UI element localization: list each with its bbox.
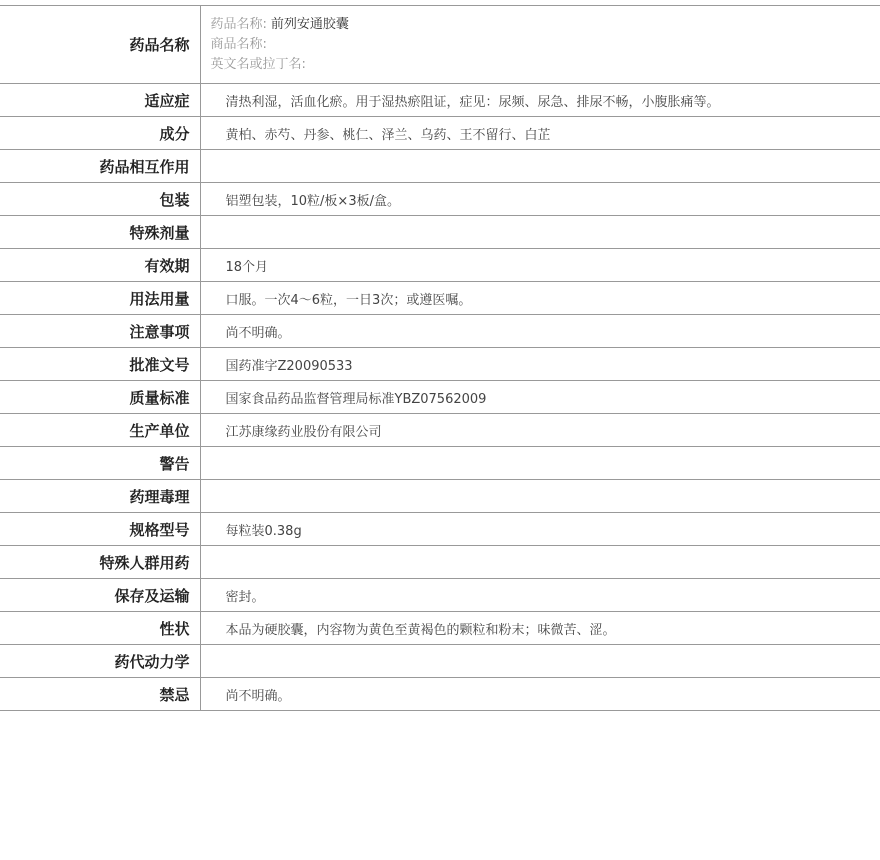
row-label: 药理毒理 [0, 480, 200, 513]
row-packaging [0, 183, 880, 216]
row-warnings [0, 447, 880, 480]
row-label: 用法用量 [0, 282, 200, 315]
row-manufacturer [0, 414, 880, 447]
drug-info-sheet [0, 5, 880, 711]
row-label: 有效期 [0, 249, 200, 282]
drug-name-line [211, 15, 880, 35]
row-pharmacokinetics [0, 645, 880, 678]
row-label: 特殊剂量 [0, 216, 200, 249]
row-label: 质量标准 [0, 381, 200, 414]
row-value [200, 216, 880, 249]
row-value [200, 150, 880, 183]
row-value [200, 645, 880, 678]
row-approval-number [0, 348, 880, 381]
row-label: 注意事项 [0, 315, 200, 348]
row-label: 成分 [0, 117, 200, 150]
row-label: 药品相互作用 [0, 150, 200, 183]
row-value [200, 447, 880, 480]
row-value: 本品为硬胶囊，内容物为黄色至黄褐色的颗粒和粉末；味微苦、涩。 [200, 612, 880, 645]
trade-name-key: 商品名称: [210, 36, 267, 52]
row-shelf-life [0, 249, 880, 282]
row-value: 国药准字Z20090533 [200, 348, 880, 381]
row-value: 江苏康缘药业股份有限公司 [200, 414, 880, 447]
row-label: 规格型号 [0, 513, 200, 546]
row-label: 药代动力学 [0, 645, 200, 678]
row-value: 国家食品药品监督管理局标准YBZ07562009 [200, 381, 880, 414]
row-label: 保存及运输 [0, 579, 200, 612]
row-quality-standard [0, 381, 880, 414]
drug-info-table [0, 5, 880, 711]
row-value: 清热利湿，活血化瘀。用于湿热瘀阻证，症见：尿频、尿急、排尿不畅，小腹胀痛等。 [200, 84, 880, 117]
row-label: 生产单位 [0, 414, 200, 447]
row-value: 口服。一次4～6粒，一日3次；或遵医嘱。 [200, 282, 880, 315]
english-name-line [211, 55, 880, 75]
row-value: 尚不明确。 [200, 315, 880, 348]
row-label: 特殊人群用药 [0, 546, 200, 579]
row-drug-name [0, 6, 880, 84]
row-label: 性状 [0, 612, 200, 645]
row-value: 每粒装0.38g [200, 513, 880, 546]
row-value: 密封。 [200, 579, 880, 612]
trade-name-line [211, 35, 880, 55]
row-indications [0, 84, 880, 117]
row-interactions [0, 150, 880, 183]
row-value: 18个月 [200, 249, 880, 282]
row-pharmacology [0, 480, 880, 513]
row-special-populations [0, 546, 880, 579]
row-usage-dosage [0, 282, 880, 315]
drug-name-key: 药品名称: [210, 16, 267, 32]
row-storage [0, 579, 880, 612]
row-label: 药品名称 [0, 6, 200, 84]
row-value: 尚不明确。 [200, 678, 880, 711]
row-value [200, 480, 880, 513]
row-label: 包装 [0, 183, 200, 216]
name-block [200, 6, 880, 84]
row-description [0, 612, 880, 645]
row-value: 铝塑包装，10粒/板×3板/盒。 [200, 183, 880, 216]
row-ingredients [0, 117, 880, 150]
row-label: 禁忌 [0, 678, 200, 711]
row-value [200, 546, 880, 579]
row-label: 警告 [0, 447, 200, 480]
drug-name-value: 前列安通胶囊 [270, 16, 349, 32]
english-name-key: 英文名或拉丁名: [210, 56, 306, 72]
row-specification [0, 513, 880, 546]
row-special-dosage [0, 216, 880, 249]
row-precautions [0, 315, 880, 348]
row-contraindications [0, 678, 880, 711]
row-label: 适应症 [0, 84, 200, 117]
row-value: 黄柏、赤芍、丹参、桃仁、泽兰、乌药、王不留行、白芷 [200, 117, 880, 150]
row-label: 批准文号 [0, 348, 200, 381]
